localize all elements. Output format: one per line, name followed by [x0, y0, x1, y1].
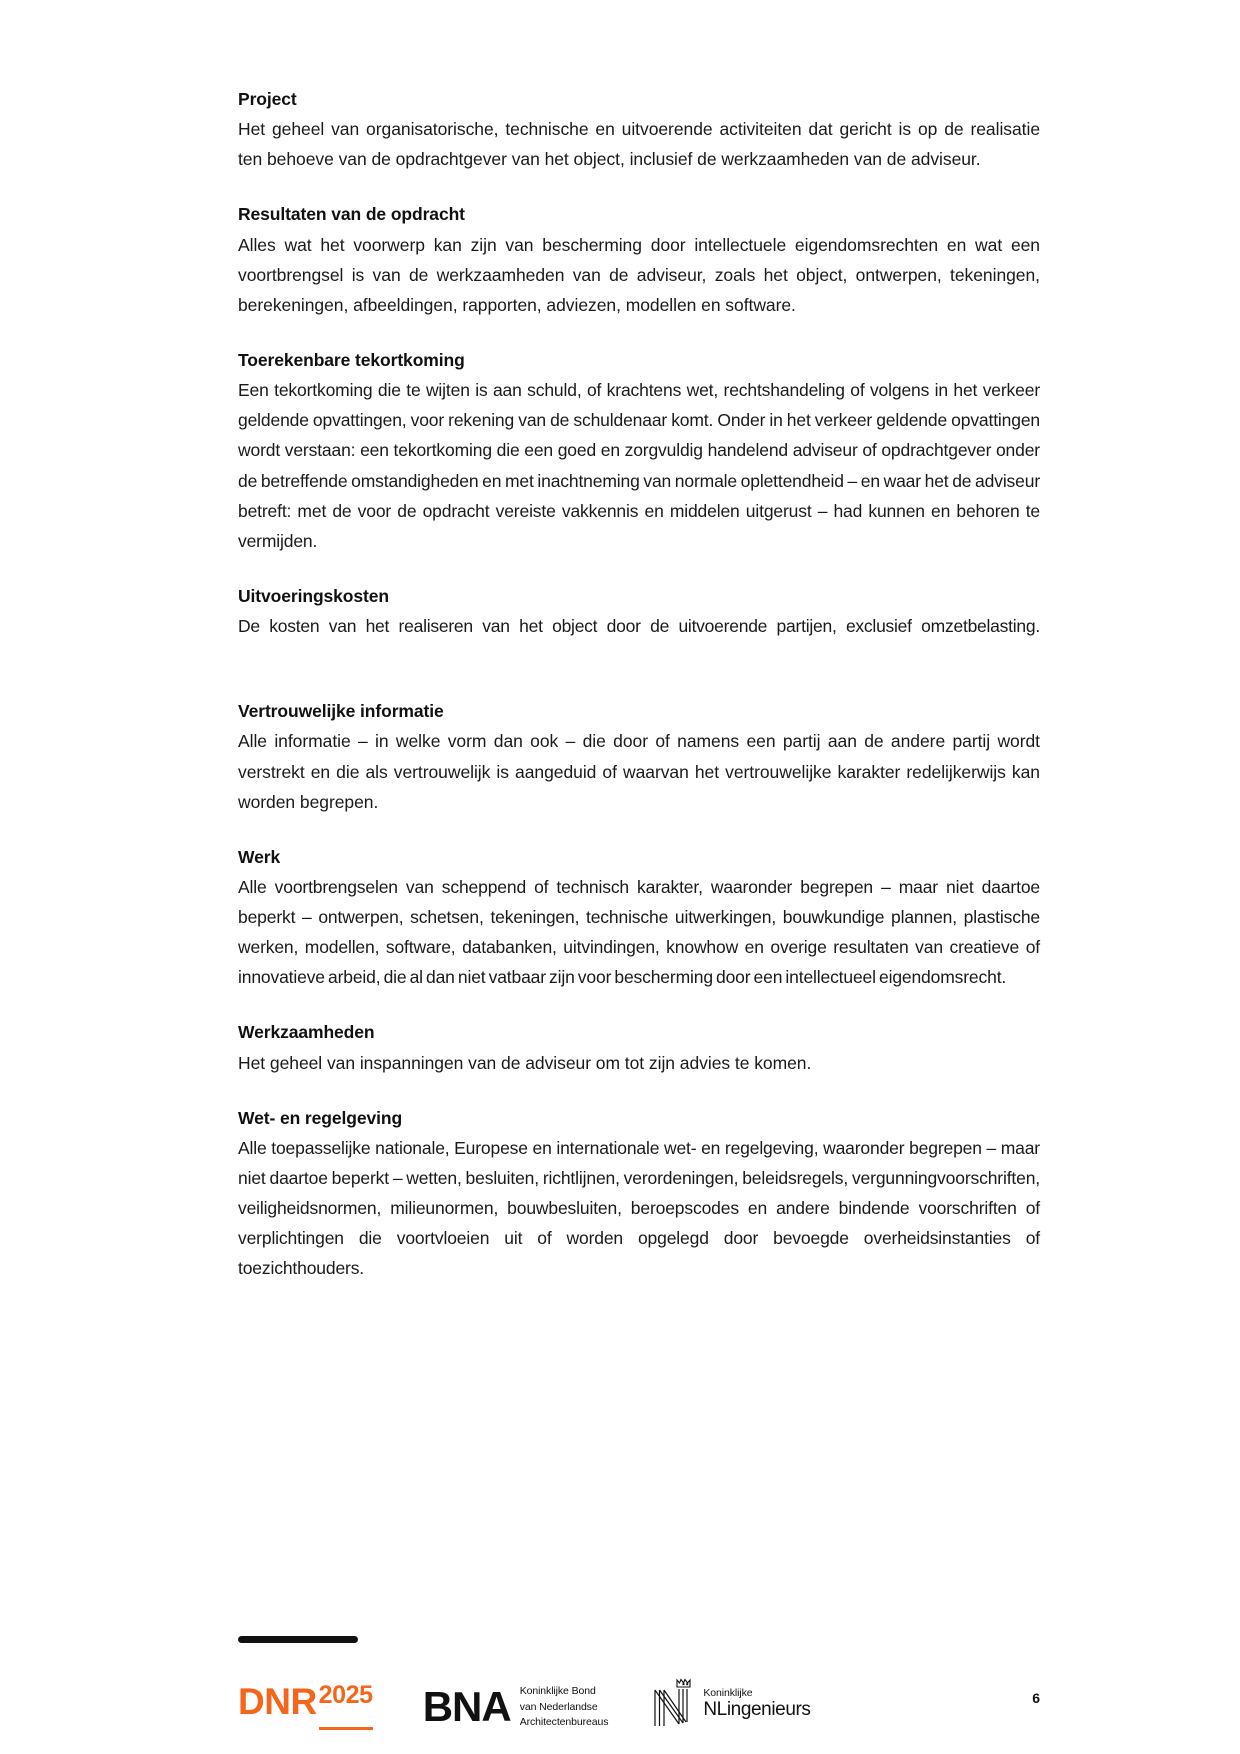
- footer-logo-group: [238, 1678, 811, 1730]
- section-body: Alle informatie – in welke vorm dan ook – die door of namens een partij aan de andere partij wordt verstrekt en die als vertrouwelijk is aangeduid of waarvan het vertrouwelijke karakter redelijkerwijs kan worden begrepen.: [238, 731, 1040, 812]
- dnr-underline-rule: [319, 1727, 373, 1730]
- bna-subtitle-line-3: Architectenbureaus: [519, 1715, 609, 1728]
- footer-divider-rule: [238, 1636, 358, 1643]
- section-body: Het geheel van organisatorische, technische en uitvoerende activiteiten dat gericht is op de realisatie ten behoeve van de opdrachtgever van het object, inclusief de werkzaamheden van de adviseur.: [238, 119, 1040, 170]
- section-resultaten-van-de-opdracht: [238, 201, 1040, 320]
- page-footer: [238, 1636, 1040, 1731]
- page-content: [238, 86, 1040, 1283]
- section-project: [238, 86, 1040, 174]
- section-werk: [238, 844, 1040, 993]
- section-body: Alle voortbrengselen van scheppend of technisch karakter, waaronder begrepen – maar niet daartoe beperkt – ontwerpen, schetsen, tekeningen, technische uitwerkingen, bouwkundige plannen, plastische werken, modellen, software, databanken, uitvindingen, knowhow en overige resultaten van creatieve of innovatieve arbeid, die al dan niet vatbaar zijn voor bescherming door een intellectueel eigendomsrecht.: [238, 877, 1040, 988]
- section-toerekenbare-tekortkoming: [238, 347, 1040, 556]
- nlingenieurs-wordmark: NLingenieurs: [703, 1699, 811, 1721]
- section-vertrouwelijke-informatie: [238, 698, 1040, 817]
- section-body: Het geheel van inspanningen van de adviseur om tot zijn advies te komen.: [238, 1052, 812, 1073]
- crown-n-monogram-icon: [652, 1678, 694, 1730]
- bna-subtitle-line-2: van Nederlandse: [519, 1700, 598, 1713]
- bna-logo: [423, 1684, 609, 1730]
- section-title: Vertrouwelijke informatie: [238, 701, 444, 722]
- section-body: Alle toepasselijke nationale, Europese en internationale wet- en regelgeving, waaronder begrepen – maar niet daartoe beperkt – wetten, besluiten, richtlijnen, verordeningen, beleidsregels, vergunningvoorschriften, veiligheidsnormen, milieunormen, bouwbesluiten, beroepscodes en andere bindende voorschriften of verplichtingen die voortvloeien uit of worden opgelegd door bevoegde overheidsinstanties of toezichthouders.: [238, 1137, 1040, 1279]
- bna-wordmark: BNA: [422, 1683, 511, 1731]
- section-werkzaamheden: [238, 1019, 1040, 1077]
- section-title: Toerekenbare tekortkoming: [238, 349, 465, 370]
- section-title: Werk: [238, 846, 281, 867]
- section-body: De kosten van het realiseren van het object door de uitvoerende partijen, exclusief omzetbelasting.: [238, 616, 1040, 637]
- dnr-year-block: [319, 1683, 373, 1730]
- section-title: Werkzaamheden: [238, 1022, 375, 1043]
- section-title: Resultaten van de opdracht: [238, 204, 465, 225]
- section-title: Wet- en regelgeving: [238, 1107, 403, 1128]
- dnr-wordmark: DNR: [238, 1681, 317, 1722]
- page-number: 6: [1032, 1690, 1040, 1706]
- section-body: Een tekortkoming die te wijten is aan schuld, of krachtens wet, rechtshandeling of volgens in het verkeer geldende opvattingen, voor rekening van de schuldenaar komt. Onder in het verkeer geldende opvattingen wordt verstaan: een tekortkoming die een goed en zorgvuldig handelend adviseur of opdrachtgever onder de betreffende omstandigheden en met inachtneming van normale oplettendheid – en waar het de adviseur betreft: met de voor de opdracht vereiste vakkennis en middelen uitgerust – had kunnen en behoren te vermijden.: [238, 380, 1040, 551]
- section-title: Project: [238, 89, 297, 109]
- dnr-year: 2025: [318, 1681, 373, 1709]
- section-uitvoeringskosten: [238, 583, 1040, 671]
- nlingenieurs-logo: [652, 1678, 810, 1730]
- section-wet-en-regelgeving: [238, 1105, 1040, 1284]
- section-title: Uitvoeringskosten: [238, 585, 389, 606]
- bna-subtitle: [520, 1684, 609, 1730]
- bna-subtitle-line-1: Koninklijke Bond: [519, 1685, 596, 1698]
- nlingenieurs-kicker: Koninklijke: [703, 1687, 753, 1700]
- section-body: Alles wat het voorwerp kan zijn van bescherming door intellectuele eigendomsrechten en wat een voortbrengsel is van de werkzaamheden van de adviseur, zoals het object, ontwerpen, tekeningen, berekeningen, afbeeldingen, rapporten, adviezen, modellen en software.: [238, 234, 1040, 315]
- nlingenieurs-text: [703, 1687, 810, 1721]
- dnr-2025-logo: [238, 1683, 373, 1730]
